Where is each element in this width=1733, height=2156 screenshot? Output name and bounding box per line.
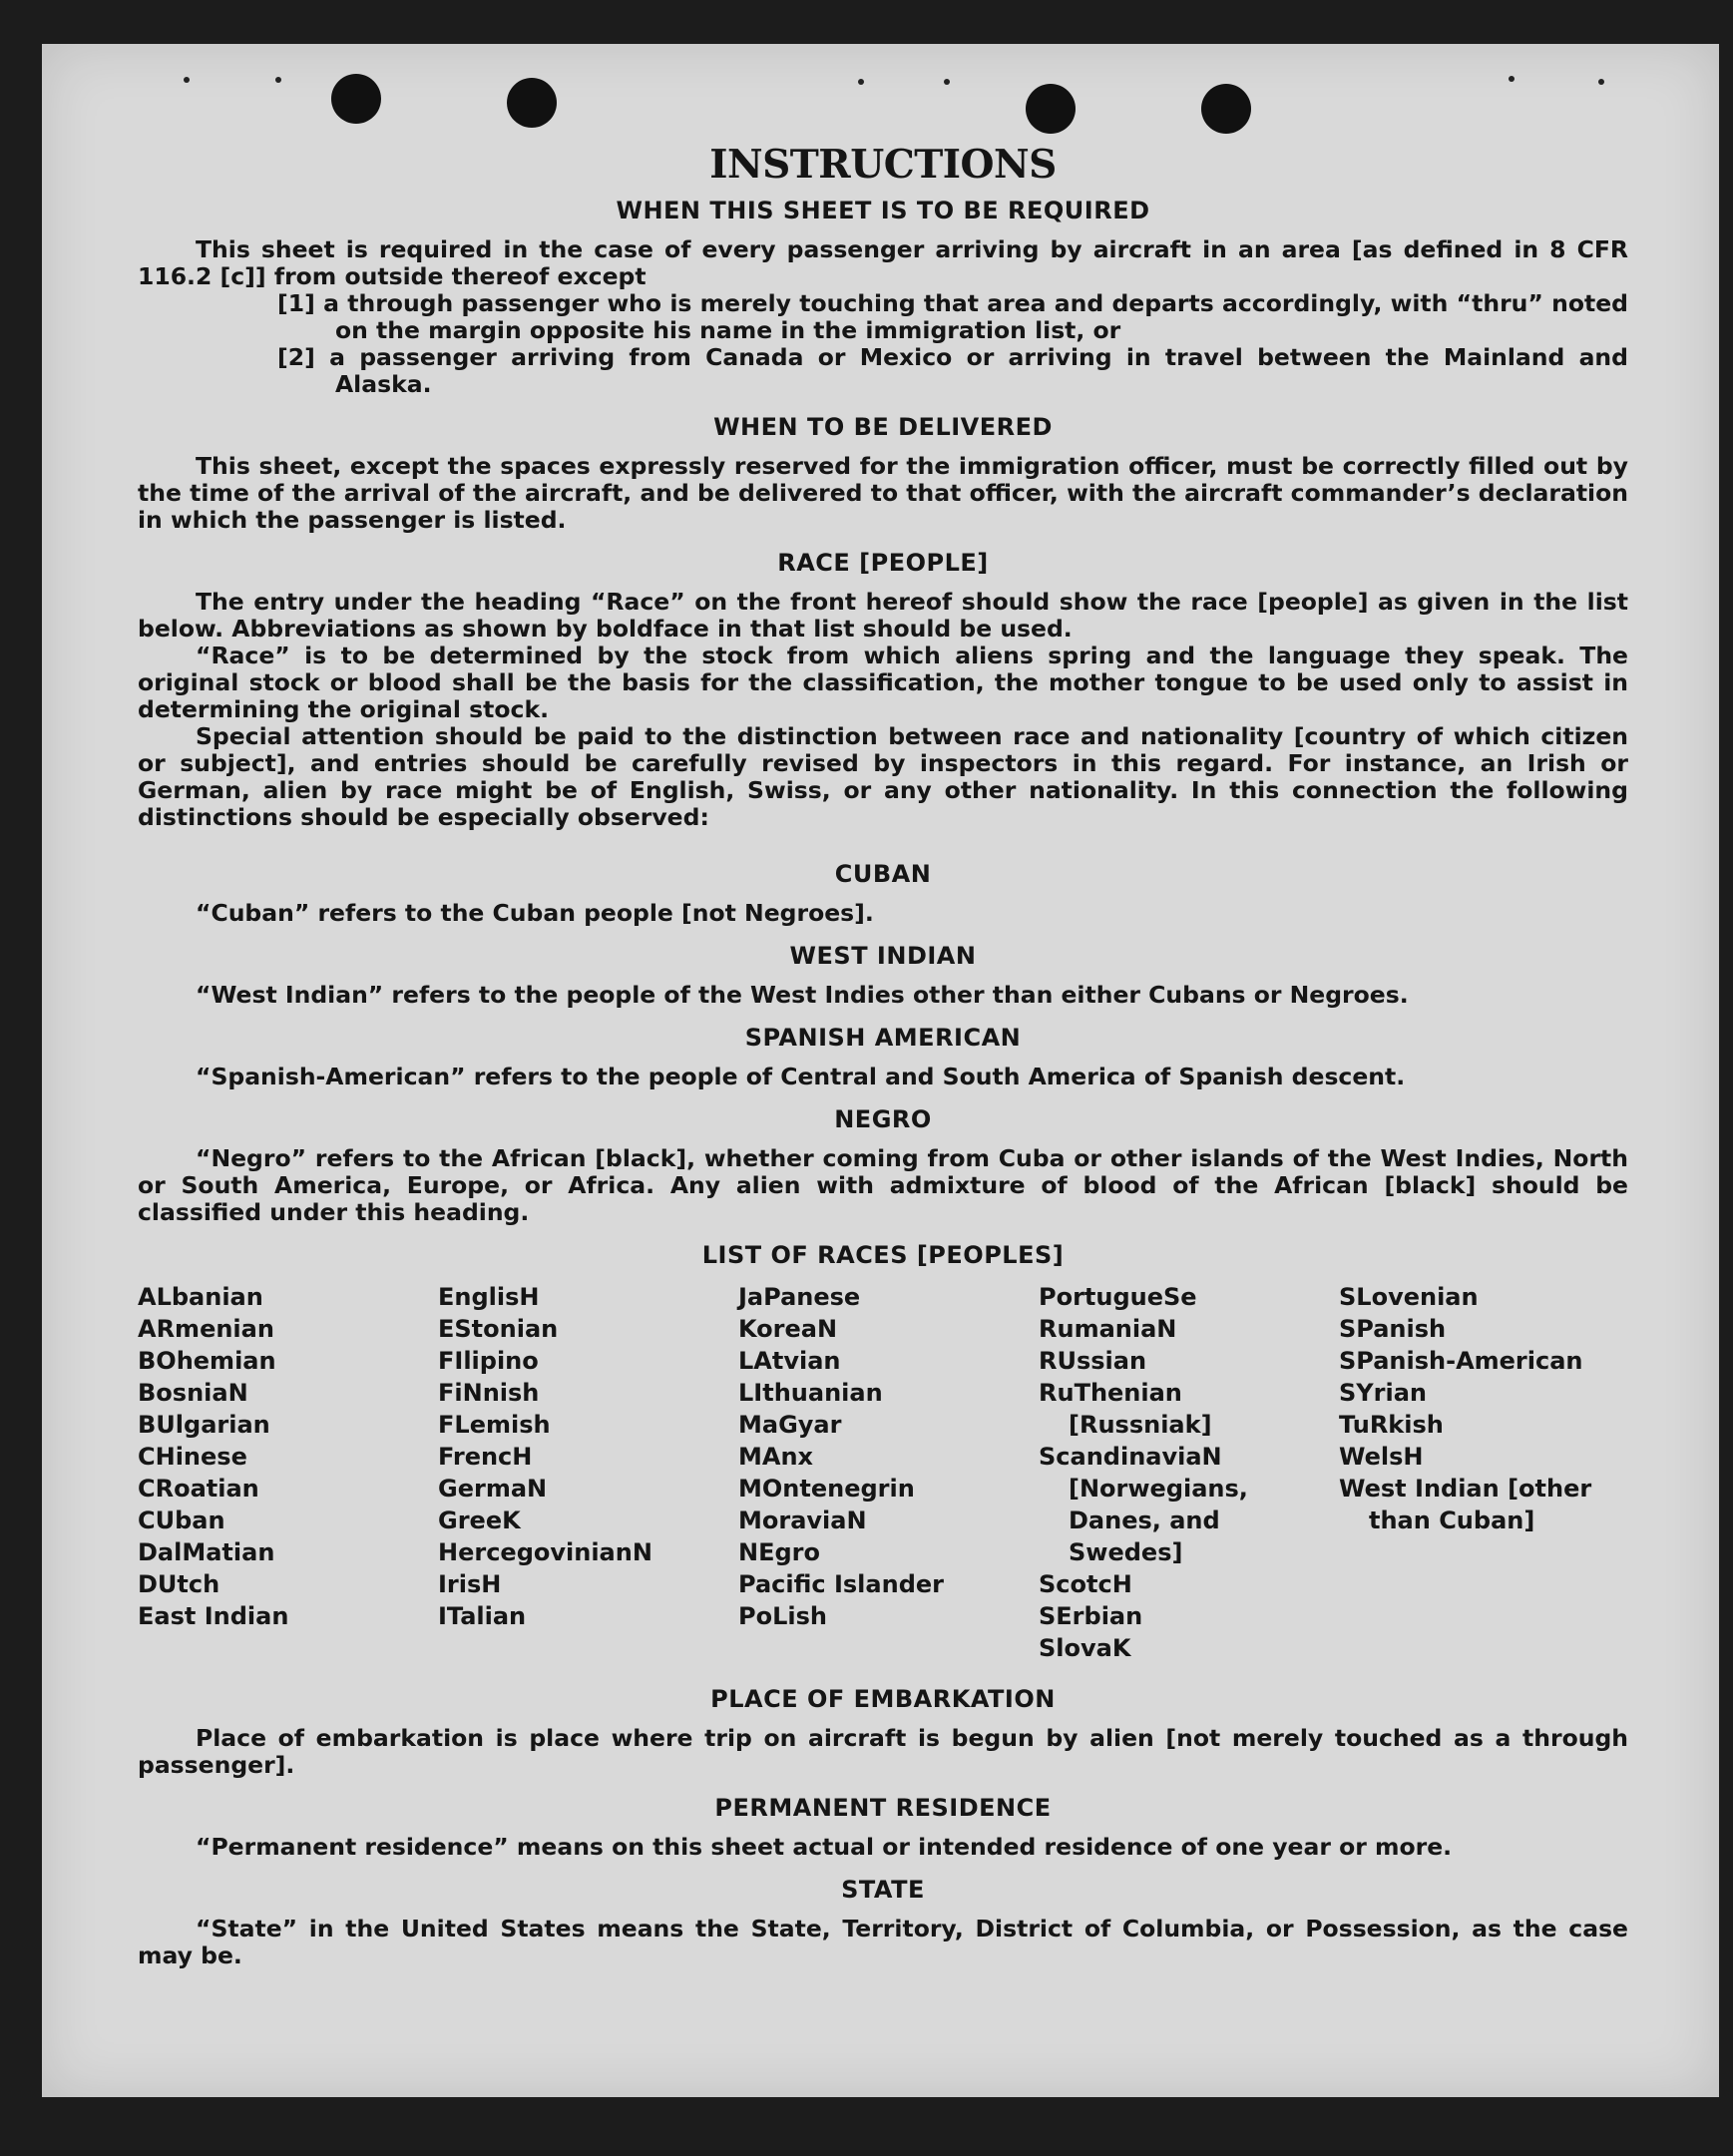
section-heading-required: WHEN THIS SHEET IS TO BE REQUIRED xyxy=(616,197,1150,224)
race-item: BOhemian xyxy=(138,1347,276,1375)
section-heading-embarkation: PLACE OF EMBARKATION xyxy=(710,1685,1056,1713)
embarkation-paragraph: Place of embarkation is place where trip on aircraft is begun by alien [not merely touched as a through passenger]. xyxy=(138,1724,1628,1779)
punch-hole xyxy=(331,74,381,124)
race-item: GreeK xyxy=(438,1507,521,1534)
section-heading-spanish-american: SPANISH AMERICAN xyxy=(744,1024,1022,1052)
race-item: SErbian xyxy=(1039,1602,1143,1630)
required-paragraph: This sheet is required in the case of every passenger arriving by aircraft in an area [as defined in 8 CFR 116.2 [c]] from outside thereof except xyxy=(138,235,1628,290)
races-column xyxy=(1039,1281,1328,1664)
state-paragraph: “State” in the United States means the State, Territory, District of Columbia, or Possession, as the case may be. xyxy=(138,1915,1628,1969)
section-heading-negro: NEGRO xyxy=(834,1105,932,1133)
race-item: IrisH xyxy=(438,1570,502,1598)
race-item: KoreaN xyxy=(738,1315,838,1343)
race-item: CHinese xyxy=(138,1443,247,1471)
race-item: LAtvian xyxy=(738,1347,841,1375)
race-item: ARmenian xyxy=(138,1315,274,1343)
race-item: RuThenian [Russniak] xyxy=(1039,1379,1212,1439)
punch-hole xyxy=(1201,84,1251,134)
race-item: SPanish xyxy=(1339,1315,1447,1343)
speck xyxy=(944,79,950,85)
race-item: RUssian xyxy=(1039,1347,1147,1375)
punch-hole xyxy=(507,78,557,128)
race-item: MoraviaN xyxy=(738,1507,867,1534)
section-heading-delivered: WHEN TO BE DELIVERED xyxy=(713,413,1053,441)
race-item: TuRkish xyxy=(1339,1411,1444,1439)
race-item: DalMatian xyxy=(138,1538,275,1566)
race-item: MAnx xyxy=(738,1443,814,1471)
race-paragraph-1: The entry under the heading “Race” on the front hereof should show the race [people] as given in the list below. Abbreviations as shown by boldface in that list should be used. xyxy=(138,588,1628,643)
race-item: MaGyar xyxy=(738,1411,842,1439)
race-item: NEgro xyxy=(738,1538,820,1566)
race-paragraph-3: Special attention should be paid to the distinction between race and nationality [country of which citizen or subject], and entries should be carefully revised by inspectors in this regard. For instance, an Irish or German, alien by race might be of English, Swiss, or any other nationality. In this connection the following distinctions should be especially observed: xyxy=(138,722,1628,831)
race-item: GermaN xyxy=(438,1475,548,1503)
section-heading-west-indian: WEST INDIAN xyxy=(789,942,977,970)
punch-hole xyxy=(1026,84,1076,134)
required-item-1: [1] a through passenger who is merely touching that area and departs accordingly, with “thru” noted on the margin opposite his name in the immigration list, or xyxy=(277,289,1628,344)
cuban-paragraph: “Cuban” refers to the Cuban people [not Negroes]. xyxy=(196,899,874,927)
race-item: FIlipino xyxy=(438,1347,539,1375)
races-column xyxy=(738,1281,1028,1664)
race-item: PortugueSe xyxy=(1039,1283,1197,1311)
race-item: FrencH xyxy=(438,1443,533,1471)
west-indian-paragraph: “West Indian” refers to the people of the West Indies other than either Cubans or Negroes. xyxy=(196,981,1409,1009)
race-item: BosniaN xyxy=(138,1379,248,1407)
races-list xyxy=(138,1281,1628,1664)
race-item: MOntenegrin xyxy=(738,1475,915,1503)
race-item: CUban xyxy=(138,1507,225,1534)
required-item-2: [2] a passenger arriving from Canada or Mexico or arriving in travel between the Mainland and Alaska. xyxy=(277,343,1628,398)
race-item: SYrian xyxy=(1339,1379,1428,1407)
spanish-american-paragraph: “Spanish-American” refers to the people of Central and South America of Spanish descent. xyxy=(196,1063,1406,1090)
race-item: SlovaK xyxy=(1039,1634,1131,1662)
section-heading-cuban: CUBAN xyxy=(834,860,932,888)
race-paragraph-2: “Race” is to be determined by the stock from which aliens spring and the language they speak. The original stock or blood shall be the basis for the classification, the mother tongue to be used only to assist in determining the original stock. xyxy=(138,642,1628,723)
speck xyxy=(275,77,281,83)
race-item: East Indian xyxy=(138,1602,289,1630)
race-item: FLemish xyxy=(438,1411,551,1439)
race-item: Pacific Islander xyxy=(738,1570,944,1598)
race-item: EnglisH xyxy=(438,1283,540,1311)
race-item: SPanish-American xyxy=(1339,1347,1583,1375)
race-item: RumaniaN xyxy=(1039,1315,1177,1343)
section-heading-state: STATE xyxy=(841,1876,925,1904)
race-item: ITalian xyxy=(438,1602,527,1630)
races-column xyxy=(138,1281,427,1664)
races-column xyxy=(438,1281,727,1664)
section-heading-permanent-residence: PERMANENT RESIDENCE xyxy=(714,1794,1052,1822)
race-item: SLovenian xyxy=(1339,1283,1479,1311)
races-column xyxy=(1339,1281,1628,1664)
race-item: BUlgarian xyxy=(138,1411,270,1439)
speck xyxy=(1598,79,1604,85)
permanent-residence-paragraph: “Permanent residence” means on this sheet actual or intended residence of one year or more. xyxy=(196,1833,1453,1861)
section-heading-list-of-races: LIST OF RACES [PEOPLES] xyxy=(701,1241,1065,1269)
delivered-paragraph: This sheet, except the spaces expressly reserved for the immigration officer, must be correctly filled out by the time of the arrival of the aircraft, and be delivered to that officer, with the aircraft commander’s declaration in which the passenger is listed. xyxy=(138,452,1628,534)
race-item: LIthuanian xyxy=(738,1379,883,1407)
negro-paragraph: “Negro” refers to the African [black], whether coming from Cuba or other islands of the West Indies, North or South America, Europe, or Africa. Any alien with admixture of blood of the African [black] should be classified under this heading. xyxy=(138,1144,1628,1226)
section-heading-race: RACE [PEOPLE] xyxy=(777,549,989,577)
race-item: West Indian [other than Cuban] xyxy=(1339,1475,1592,1534)
race-item: PoLish xyxy=(738,1602,827,1630)
document-sheet xyxy=(42,44,1719,2097)
instructions-body xyxy=(138,140,1628,1969)
race-item: FiNnish xyxy=(438,1379,540,1407)
speck xyxy=(184,77,190,83)
race-item: ScandinaviaN [Norwegians, Danes, and Swedes] xyxy=(1039,1443,1248,1566)
race-item: EStonian xyxy=(438,1315,559,1343)
speck xyxy=(858,79,864,85)
race-item: DUtch xyxy=(138,1570,220,1598)
race-item: ScotcH xyxy=(1039,1570,1132,1598)
race-item: HercegovinianN xyxy=(438,1538,652,1566)
race-item: JaPanese xyxy=(738,1283,861,1311)
race-item: CRoatian xyxy=(138,1475,259,1503)
race-item: WelsH xyxy=(1339,1443,1424,1471)
speck xyxy=(1509,76,1515,82)
race-item: ALbanian xyxy=(138,1283,263,1311)
page-title: INSTRUCTIONS xyxy=(709,142,1057,188)
